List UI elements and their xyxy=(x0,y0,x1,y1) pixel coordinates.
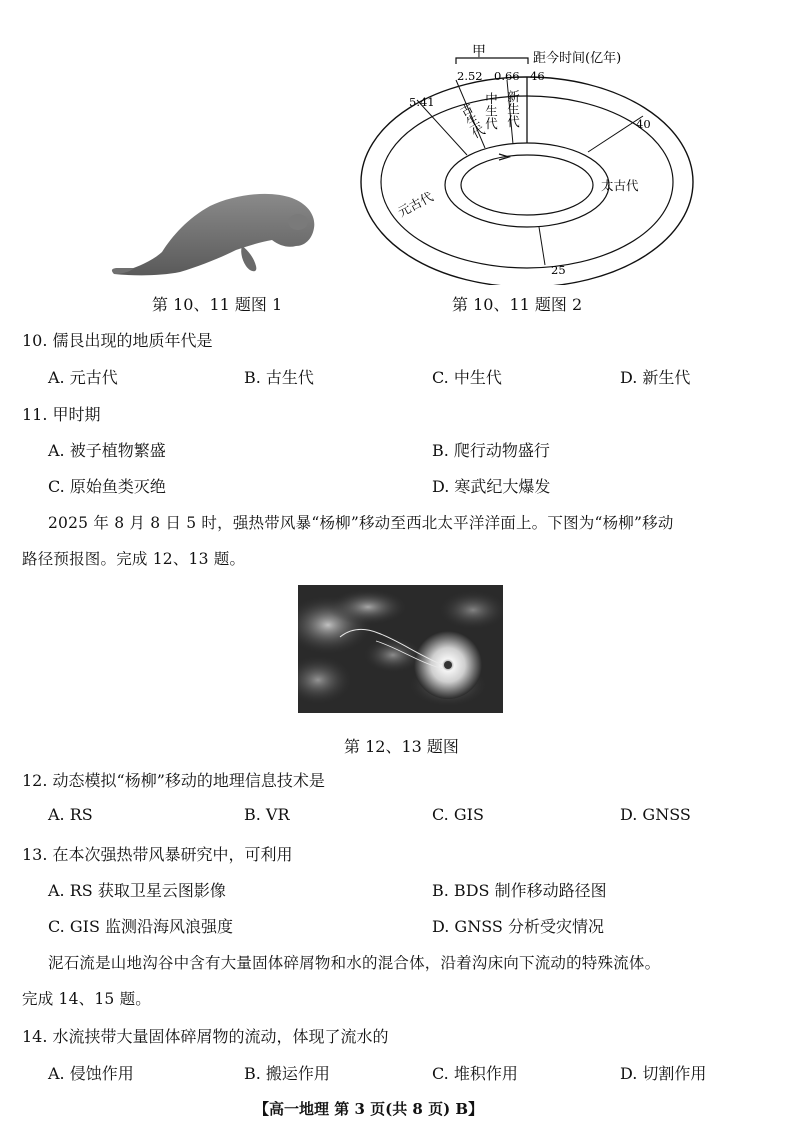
arrow-circle xyxy=(461,155,593,215)
tick-066: 0.66 xyxy=(494,69,520,83)
geologic-time-ring-figure xyxy=(355,40,700,285)
q11-option-b: B. 爬行动物盛行 xyxy=(432,441,550,460)
figure2-caption: 第 10、11 题图 2 xyxy=(452,295,583,314)
q13-option-d: D. GNSS 分析受灾情况 xyxy=(432,917,604,936)
tick-40: 40 xyxy=(636,117,651,131)
q13-option-c: C. GIS 监测沿海风浪强度 xyxy=(48,917,233,936)
tick-541: 5.41 xyxy=(409,95,435,109)
q11-option-d: D. 寒武纪大爆发 xyxy=(432,477,551,496)
era-zhong-label: 中生代 xyxy=(483,92,499,130)
q12-option-a: A. RS xyxy=(48,805,93,824)
q10-option-a: A. 元古代 xyxy=(48,368,118,387)
era-gu-label: 古生代 xyxy=(456,100,488,141)
tick-25: 25 xyxy=(551,263,566,277)
boundary-40 xyxy=(588,116,643,152)
q11-stem: 11. 甲时期 xyxy=(22,405,101,424)
passage1-line2: 路径预报图。完成 12、13 题。 xyxy=(22,550,246,568)
q13-option-a: A. RS 获取卫星云图影像 xyxy=(48,881,226,900)
figure1-caption: 第 10、11 题图 1 xyxy=(152,295,283,314)
q14-option-a: A. 侵蚀作用 xyxy=(48,1064,134,1083)
era-tai-label: 太古代 xyxy=(601,178,639,193)
q11-option-c: C. 原始鱼类灭绝 xyxy=(48,477,166,496)
typhoon-satellite-image xyxy=(298,585,503,713)
q13-stem: 13. 在本次强热带风暴研究中，可利用 xyxy=(22,845,293,864)
label-jia: 甲 xyxy=(472,44,486,60)
figure3-caption: 第 12、13 题图 xyxy=(344,737,459,756)
q14-stem: 14. 水流挟带大量固体碎屑物的流动，体现了流水的 xyxy=(22,1027,389,1046)
passage2-line1: 泥石流是山地沟谷中含有大量固体碎屑物和水的混合体，沿着沟床向下流动的特殊流体。 xyxy=(48,954,661,972)
dugong-figure xyxy=(110,188,320,283)
q10-option-b: B. 古生代 xyxy=(244,368,314,387)
era-xin-label: 新生代 xyxy=(505,90,521,128)
label-time: 距今时间(亿年) xyxy=(533,51,622,66)
jia-bracket xyxy=(456,58,528,64)
q14-option-b: B. 搬运作用 xyxy=(244,1064,330,1083)
tick-46: 46 xyxy=(530,69,545,83)
q12-stem: 12. 动态模拟“杨柳”移动的地理信息技术是 xyxy=(22,771,325,790)
q10-option-c: C. 中生代 xyxy=(432,368,502,387)
page-footer: 【高一地理 第 3 页(共 8 页) B】 xyxy=(254,1100,484,1118)
q12-option-b: B. VR xyxy=(244,805,290,824)
q11-option-a: A. 被子植物繁盛 xyxy=(48,441,166,460)
tick-252: 2.52 xyxy=(457,69,483,83)
era-yuan-label: 元古代 xyxy=(395,188,436,220)
q12-option-c: C. GIS xyxy=(432,805,484,824)
q10-option-d: D. 新生代 xyxy=(620,368,691,387)
passage1-line1: 2025 年 8 月 8 日 5 时，强热带风暴“杨柳”移动至西北太平洋洋面上。下图为“杨柳”移动 xyxy=(48,514,674,532)
boundary-25 xyxy=(539,227,545,265)
q14-option-d: D. 切割作用 xyxy=(620,1064,707,1083)
q12-option-d: D. GNSS xyxy=(620,805,691,824)
passage2-line2: 完成 14、15 题。 xyxy=(22,990,152,1008)
q13-option-b: B. BDS 制作移动路径图 xyxy=(432,881,607,900)
q14-option-c: C. 堆积作用 xyxy=(432,1064,518,1083)
q10-stem: 10. 儒艮出现的地质年代是 xyxy=(22,331,213,350)
